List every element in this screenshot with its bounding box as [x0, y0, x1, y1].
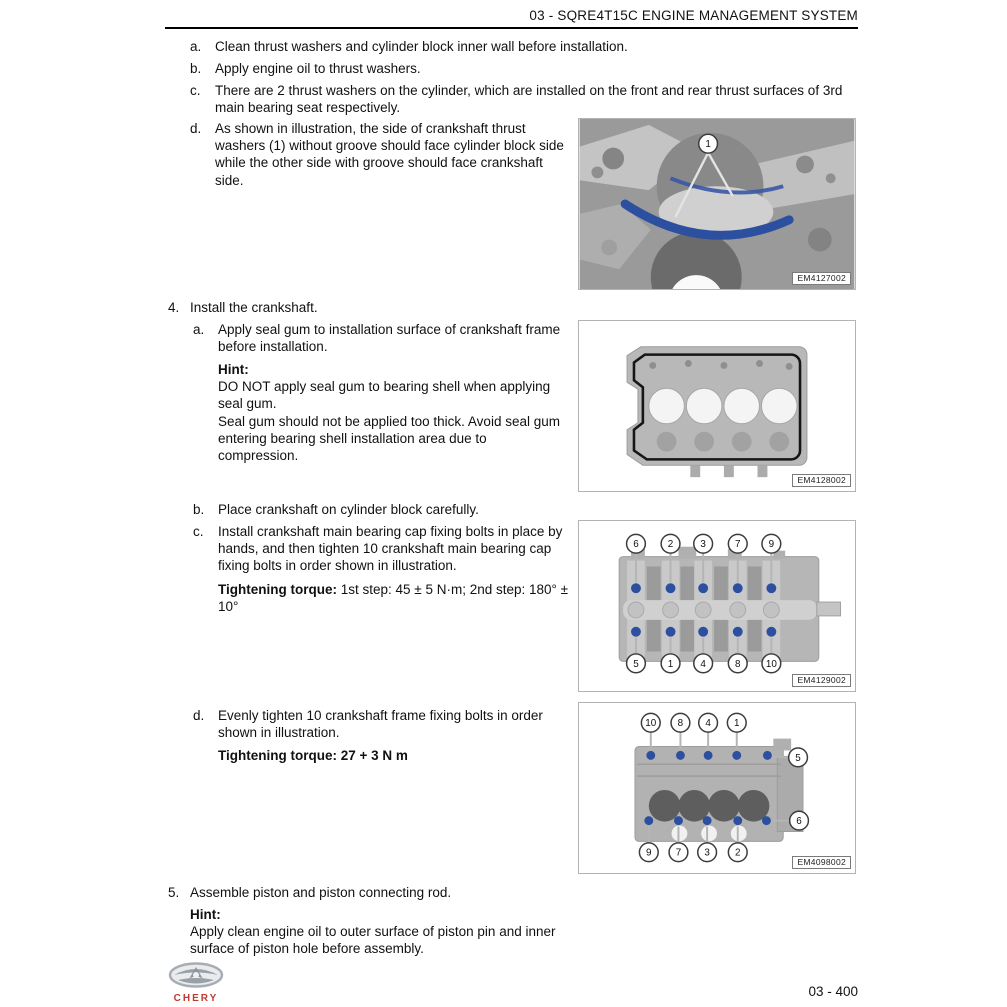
svg-text:3: 3 — [704, 847, 710, 859]
step-4c — [193, 523, 581, 575]
callout-9 — [762, 534, 781, 553]
list-text: There are 2 thrust washers on the cylinder, which are installed on the front and rear thrust surfaces of 3rd main bearing seat respectively. — [215, 83, 843, 116]
brand-name: CHERY — [173, 993, 219, 1004]
list-text: Install crankshaft main bearing cap fixing bolts in place by hands, and then tighten 10 crankshaft main bearing cap fixing bolts in order shown in illustration. — [218, 524, 563, 574]
list-text: Clean thrust washers and cylinder block inner wall before installation. — [215, 39, 628, 54]
bolt-marker — [703, 816, 712, 825]
svg-text:7: 7 — [675, 847, 682, 859]
frame-bolt-order-illustration — [579, 703, 855, 873]
svg-text:4: 4 — [700, 658, 706, 670]
list-marker: c. — [193, 524, 204, 539]
header-rule — [165, 27, 858, 29]
callout-1 — [699, 134, 718, 153]
callout-4 — [694, 654, 713, 673]
bolt-marker — [763, 751, 772, 760]
step-number: 4. — [168, 300, 180, 315]
step-number: 5. — [168, 885, 180, 900]
thrust-washer-illustration — [579, 119, 855, 289]
list-text: Apply engine oil to thrust washers. — [215, 61, 421, 76]
step-5-title — [168, 884, 648, 901]
list-text: Place crankshaft on cylinder block carefully. — [218, 502, 479, 517]
hint-line: Apply clean engine oil to outer surface of piston pin and inner surface of piston hole before assembly. — [190, 924, 556, 957]
svg-text:10: 10 — [645, 718, 657, 730]
bolt-marker — [733, 627, 743, 637]
figure-code: EM4098002 — [792, 856, 851, 869]
bolt-marker — [762, 816, 771, 825]
callout-6 — [790, 811, 809, 830]
bolt-marker — [631, 627, 641, 637]
chery-emblem-icon — [165, 962, 227, 990]
bolt-marker — [733, 583, 743, 593]
figure-code: EM4129002 — [792, 674, 851, 687]
svg-text:3: 3 — [700, 539, 706, 551]
svg-text:9: 9 — [646, 847, 652, 859]
figure-frame-bolt-order — [578, 702, 856, 874]
svg-text:8: 8 — [677, 718, 684, 730]
seal-gum-illustration — [579, 321, 855, 491]
bolt-marker — [644, 816, 653, 825]
torque-label: Tightening torque: — [218, 582, 337, 597]
svg-text:2: 2 — [667, 539, 674, 551]
brand-logo — [165, 962, 227, 1004]
svg-text:2: 2 — [735, 847, 741, 859]
svg-text:4: 4 — [705, 718, 711, 730]
list-item-c — [190, 82, 855, 116]
callout-7 — [669, 843, 688, 862]
page-number: 03 - 400 — [808, 984, 858, 999]
callout-2 — [728, 843, 747, 862]
svg-text:8: 8 — [735, 658, 741, 670]
bolt-marker — [666, 583, 676, 593]
callout-10 — [641, 713, 660, 732]
list-item-a — [190, 38, 850, 55]
figure-code: EM4128002 — [792, 474, 851, 487]
step-text: Install the crankshaft. — [190, 300, 318, 315]
hint-line: Seal gum should not be applied too thick. Avoid seal gum entering bearing shell installation area due to compression. — [218, 413, 560, 464]
torque-spec-frame — [218, 747, 578, 764]
svg-text:5: 5 — [633, 658, 639, 670]
list-marker: c. — [190, 83, 201, 98]
list-marker: d. — [193, 708, 205, 723]
torque-spec-main-bearing — [218, 581, 578, 615]
list-text: Apply seal gum to installation surface of crankshaft frame before installation. — [218, 322, 561, 355]
hint-line: DO NOT apply seal gum to bearing shell when applying seal gum. — [218, 379, 551, 412]
list-item-b — [190, 60, 850, 77]
svg-text:1: 1 — [705, 139, 711, 151]
svg-text:5: 5 — [795, 752, 801, 764]
hint-label: Hint: — [218, 362, 249, 377]
list-marker: b. — [193, 502, 205, 517]
list-item-d — [190, 120, 570, 189]
bolt-marker — [704, 751, 713, 760]
torque-value: 27 + 3 N m — [340, 748, 408, 763]
list-marker: b. — [190, 61, 202, 76]
callout-8 — [671, 713, 690, 732]
list-text: As shown in illustration, the side of crankshaft thrust washers (1) without groove should face cylinder block side while the other side with groove should face crankshaft side. — [215, 121, 564, 188]
bolt-marker — [666, 627, 676, 637]
list-marker: a. — [193, 322, 205, 337]
callout-6 — [627, 534, 646, 553]
callout-7 — [728, 534, 747, 553]
bolt-marker — [732, 751, 741, 760]
step-text: Assemble piston and piston connecting rod. — [190, 885, 452, 900]
svg-text:10: 10 — [765, 658, 777, 670]
svg-text:7: 7 — [735, 539, 741, 551]
bolt-marker — [698, 627, 708, 637]
svg-text:6: 6 — [796, 816, 802, 828]
main-bearing-bolt-order-illustration — [579, 521, 855, 691]
callout-5 — [627, 654, 646, 673]
figure-seal-gum — [578, 320, 856, 492]
figure-thrust-washer — [578, 118, 856, 290]
figure-code: EM4127002 — [792, 272, 851, 285]
callout-3 — [698, 843, 717, 862]
callout-10 — [762, 654, 781, 673]
bolt-marker — [766, 627, 776, 637]
callout-2 — [661, 534, 680, 553]
callout-9 — [639, 843, 658, 862]
svg-text:9: 9 — [768, 539, 775, 551]
hint-block-piston — [190, 906, 582, 958]
svg-text:6: 6 — [633, 539, 639, 551]
svg-text:1: 1 — [734, 718, 740, 730]
list-text: Evenly tighten 10 crankshaft frame fixing bolts in order shown in illustration. — [218, 708, 543, 741]
step-4d — [193, 707, 585, 741]
bolt-marker — [674, 816, 683, 825]
callout-3 — [694, 534, 713, 553]
bolt-marker — [631, 583, 641, 593]
hint-block-seal-gum — [218, 361, 570, 464]
callout-4 — [699, 713, 718, 732]
bolt-marker — [646, 751, 655, 760]
bolt-marker — [698, 583, 708, 593]
bolt-marker — [766, 583, 776, 593]
step-4b — [193, 501, 576, 518]
bolt-marker — [676, 751, 685, 760]
svg-text:1: 1 — [667, 658, 674, 670]
step-4a — [193, 321, 576, 355]
callout-1 — [727, 713, 746, 732]
list-marker: a. — [190, 39, 202, 54]
callout-8 — [728, 654, 747, 673]
hint-label: Hint: — [190, 907, 221, 922]
step-4-title — [168, 299, 588, 316]
callout-1 — [661, 654, 680, 673]
torque-value: 1st step: 45 ± 5 N·m; 2nd step: 180° ± 10° — [218, 582, 569, 615]
torque-label: Tightening torque: — [218, 748, 337, 763]
page-header-title: 03 - SQRE4T15C ENGINE MANAGEMENT SYSTEM — [529, 8, 858, 23]
figure-main-bearing-bolt-order — [578, 520, 856, 692]
bolt-marker — [733, 816, 742, 825]
callout-5 — [789, 748, 808, 767]
list-marker: d. — [190, 121, 202, 136]
